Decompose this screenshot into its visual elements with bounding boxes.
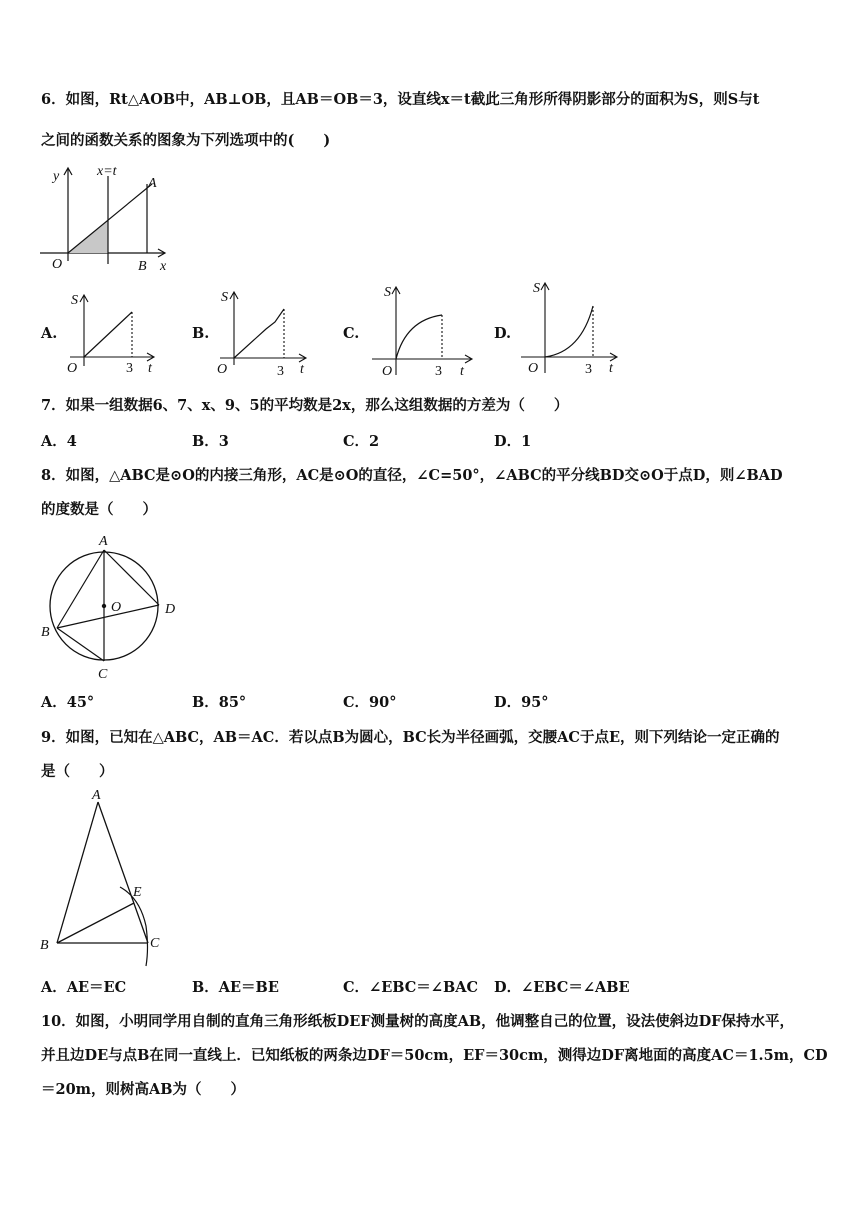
q6-a-3: 3 [126,361,133,376]
q6-fig-label-A: A [148,176,157,191]
q9-fig-label-A: A [92,788,101,803]
q8-text-line2: 的度数是（ ） [41,501,157,518]
q9-option-d: D．∠EBC＝∠ABE [494,979,630,996]
q6-triangle-figure [35,166,175,276]
q9-text-line2: 是（ ） [41,763,114,780]
q6-b-S: S [221,290,228,305]
q9-fig-label-C: C [150,936,160,951]
q8-option-c: C．90° [343,694,397,711]
q9-option-c: C．∠EBC＝∠BAC [343,979,479,996]
q6-option-c-label: C. [343,325,360,342]
q7-text-line1: 7．如果一组数据6、7、x、9、5的平均数是2x，那么这组数据的方差为（ ） [41,397,569,414]
q6-fig-label-B: B [138,259,147,274]
q8-fig-label-O: O [111,600,122,615]
q6-fig-label-y: y [53,169,60,184]
q6-option-b-graph [212,285,312,379]
q6-b-t: t [300,362,304,377]
q6-d-3: 3 [585,362,592,377]
q9-option-a: A．AE＝EC [41,979,127,996]
q9-triangle-figure [36,786,176,976]
q6-option-d-graph [517,278,627,378]
q9-fig-label-B: B [40,938,49,953]
q8-circle-figure [36,532,186,682]
q6-c-O: O [382,364,393,379]
q6-option-c-graph [368,280,478,380]
q6-b-3: 3 [277,364,284,379]
q9-option-b: B．AE＝BE [192,979,279,996]
q6-text-line1: 6．如图，Rt△AOB中，AB⊥OB，且AB＝OB＝3，设直线x＝t截此三角形所得阴影部分的面积为S，则S与t [41,91,760,108]
q9-text-line1: 9．如图，已知在△ABC，AB＝AC．若以点B为圆心，BC长为半径画弧，交腰AC于点E，则下列结论一定正确的 [41,729,780,746]
q8-fig-label-C: C [98,667,108,682]
q6-d-O: O [528,361,539,376]
q6-d-t: t [609,361,613,376]
q6-fig-label-xt: x=t [97,164,117,179]
q6-c-t: t [460,364,464,379]
q8-fig-label-A: A [99,534,108,549]
q6-option-b-label: B. [192,325,210,342]
q7-option-d: D．1 [494,433,532,450]
q9-fig-label-E: E [133,885,142,900]
q7-option-c: C．2 [343,433,380,450]
q6-text-line2: 之间的函数关系的图象为下列选项中的( ) [41,132,331,149]
q6-option-a-label: A. [41,325,58,342]
q6-d-S: S [533,281,540,296]
q6-c-3: 3 [435,364,442,379]
q8-option-a: A．45° [41,694,95,711]
q6-fig-label-x: x [160,259,167,274]
q8-text-line1: 8．如图，△ABC是⊙O的内接三角形，AC是⊙O的直径，∠C=50°，∠ABC的平分线BD交⊙O于点D，则∠BAD [41,467,783,484]
q8-fig-label-D: D [165,602,176,617]
q8-option-b: B．85° [192,694,247,711]
q6-c-S: S [384,285,391,300]
q7-option-a: A．4 [41,433,77,450]
q6-a-O: O [67,361,78,376]
q8-option-d: D．95° [494,694,549,711]
q7-option-b: B．3 [192,433,229,450]
q6-a-S: S [71,293,78,308]
q6-a-t: t [148,361,152,376]
q10-text-line1: 10．如图，小明同学用自制的直角三角形纸板DEF测量树的高度AB，他调整自己的位置，设法使斜边DF保持水平， [41,1013,794,1030]
q6-option-d-label: D. [494,325,512,342]
q6-option-a-graph [62,288,162,378]
q8-fig-label-B: B [41,625,50,640]
q6-b-O: O [217,362,228,377]
q10-text-line2: 并且边DE与点B在同一直线上．已知纸板的两条边DF＝50cm，EF＝30cm，测得边DF离地面的高度AC＝1.5m，CD [41,1047,828,1064]
q10-text-line3: ＝20m，则树高AB为（ ） [41,1081,246,1098]
q6-fig-label-O: O [52,257,63,272]
